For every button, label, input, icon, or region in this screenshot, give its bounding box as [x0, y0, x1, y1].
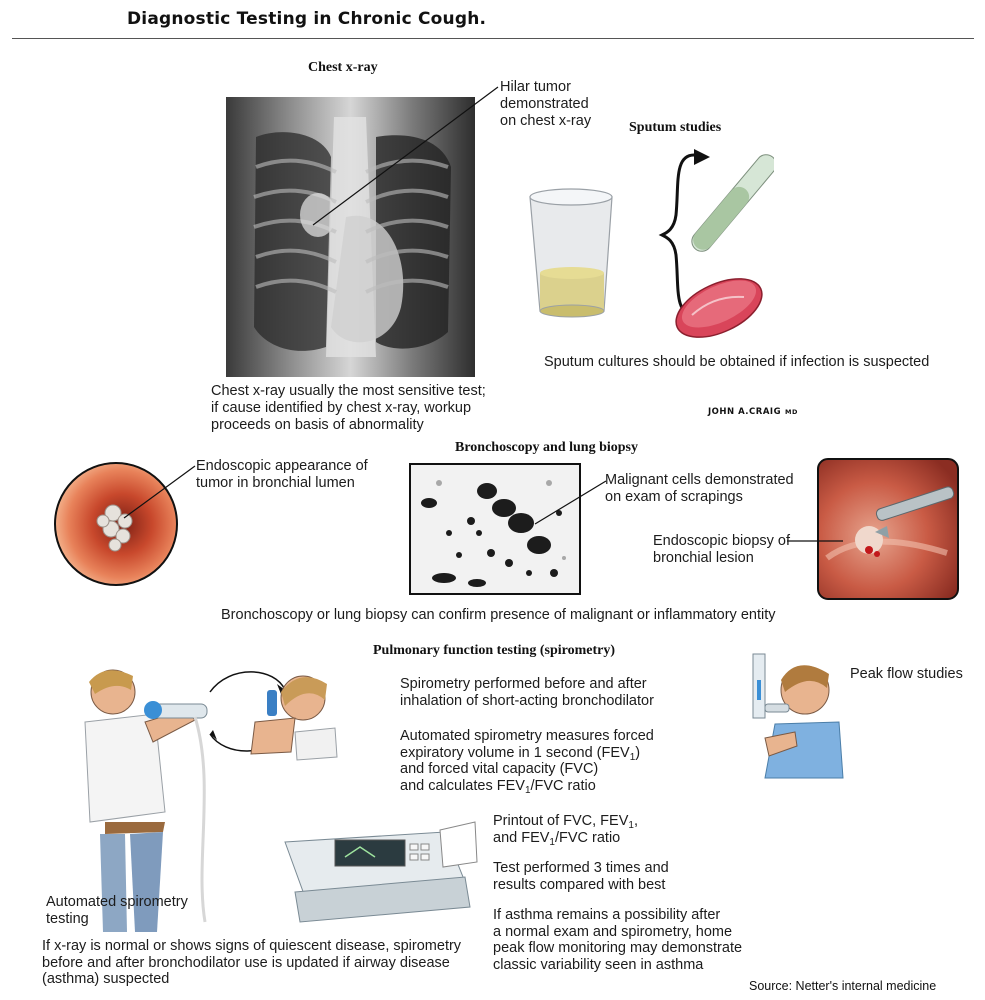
biopsy-leader-line: [785, 538, 845, 544]
sputum-heading: Sputum studies: [629, 120, 722, 135]
bronchoscopy-heading: Bronchoscopy and lung biopsy: [455, 440, 638, 455]
sputum-caption: Sputum cultures should be obtained if infection is suspected: [544, 354, 930, 370]
peak-flow-label: Peak flow studies: [850, 666, 963, 682]
xray-normal-spirometry-text: If x-ray is normal or shows signs of quiescent disease, spirometry before and after bronchodilator use is updated if airway disease (asthma) suspected: [42, 938, 462, 987]
page-title: Diagnostic Testing in Chronic Cough.: [127, 9, 487, 29]
source-attribution: Source: Netter's internal medicine: [749, 979, 937, 993]
hilar-tumor-leader-line: [300, 85, 500, 230]
biopsy-image: [817, 458, 959, 600]
asthma-monitoring-text: If asthma remains a possibility after a normal exam and spirometry, home peak flow monitoring may demonstrate classic variability seen in asthma: [493, 907, 743, 973]
automated-spirometry-measures-text: Automated spirometry measures forced expiratory volume in 1 second $(FEV_1)$ and forced vital capacity (FVC) and calculates $FEV_1$/FVC ratio: [400, 728, 654, 796]
biopsy-label: Endoscopic biopsy of bronchial lesion: [653, 533, 791, 566]
printout-text: Printout of FVC, $FEV_1$, and $FEV_1$/FVC ratio: [493, 813, 638, 848]
title-divider: [12, 38, 974, 39]
endoscopic-leader-line: [120, 462, 200, 522]
peak-flow-illustration: [735, 650, 845, 780]
test-performed-text: Test performed 3 times and results compared with best: [493, 860, 669, 893]
endoscopic-appearance-label: Endoscopic appearance of tumor in bronchial lumen: [196, 458, 368, 491]
malignant-cells-label: Malignant cells demonstrated on exam of scrapings: [605, 472, 794, 505]
chest-xray-caption: Chest x-ray usually the most sensitive test; if cause identified by chest x-ray, workup proceeds on basis of abnormality: [211, 383, 486, 433]
chest-xray-heading: Chest x-ray: [308, 60, 378, 75]
malignant-cells-leader-line: [530, 478, 610, 528]
pulmonary-heading: Pulmonary function testing (spirometry): [373, 643, 615, 658]
hilar-tumor-label: Hilar tumor demonstrated on chest x-ray: [500, 79, 592, 129]
sputum-illustration: [524, 145, 774, 350]
automated-spirometry-label: Automated spirometry testing: [46, 894, 188, 927]
artist-signature: JOHN A.CRAIG MD: [708, 407, 798, 417]
spirometry-before-after-text: Spirometry performed before and after inhalation of short-acting bronchodilator: [400, 676, 654, 709]
bronchoscopy-caption: Bronchoscopy or lung biopsy can confirm presence of malignant or inflammatory entity: [221, 607, 776, 623]
